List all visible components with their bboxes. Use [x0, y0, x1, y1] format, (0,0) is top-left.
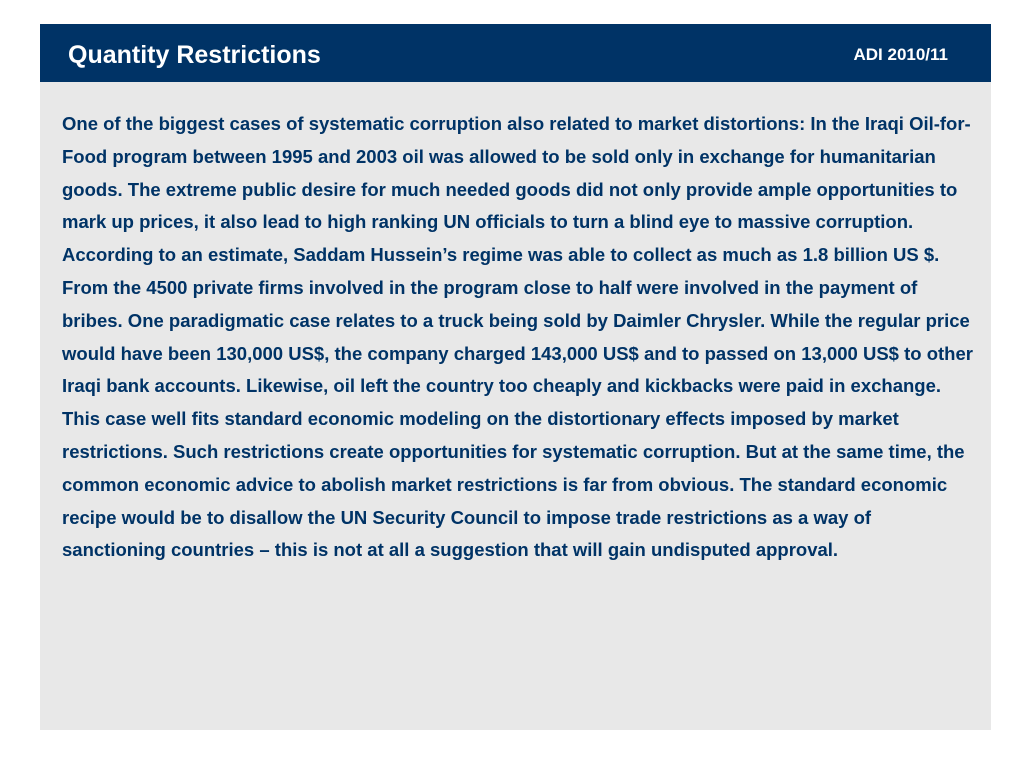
course-label: ADI 2010/11 [853, 45, 948, 64]
content-panel [40, 82, 991, 730]
slide-title: Quantity Restrictions [68, 41, 321, 69]
header-bar [40, 24, 991, 82]
body-paragraph: One of the biggest cases of systematic corruption also related to market distortions: In the Iraqi Oil-for-Food program between 1995 and 2003 oil was allowed to be sold only in exchange for humanitarian goods. The extreme public desire for much needed goods did not only provide ample opportunities to mark up prices, it also lead to high ranking UN officials to turn a blind eye to massive corruption. According to an estimate, Saddam Hussein’s regime was able to collect as much as 1.8 billion US $. From the 4500 private firms involved in the program close to half were involved in the payment of bribes. One paradigmatic case relates to a truck being sold by Daimler Chrysler. While the regular price would have been 130,000 US$, the company charged 143,000 US$ and to passed on 13,000 US$ to other Iraqi bank accounts. Likewise, oil left the country too cheaply and kickbacks were paid in exchange. This case well fits standard economic modeling on the distortionary effects imposed by market restrictions. Such restrictions create opportunities for systematic corruption. But at the same time, the common economic advice to abolish market restrictions is far from obvious. The standard economic recipe would be to disallow the UN Security Council to impose trade restrictions as a way of sanctioning countries – this is not at all a suggestion that will gain undisputed approval. [62, 113, 973, 561]
